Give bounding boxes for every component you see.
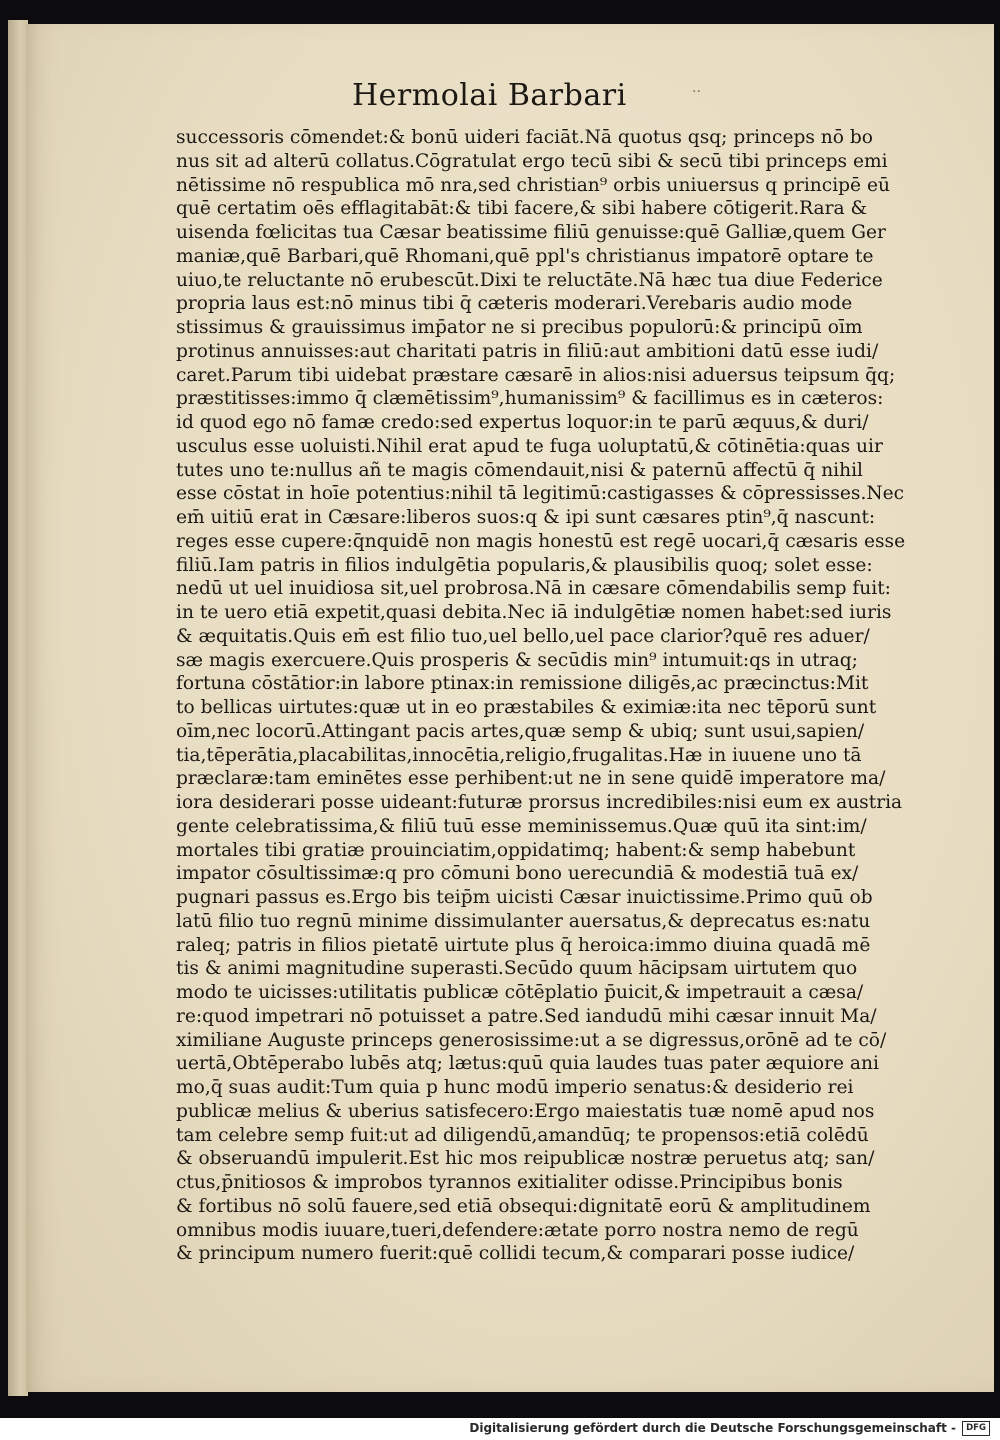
text-block — [176, 126, 934, 1266]
text-line: iora desiderari posse uideant:futuræ prorsus incredibiles:nisi eum ex austria — [176, 792, 903, 813]
text-line: successoris cōmendet:& bonū uideri faciāt.Nā quotus qsq; princeps nō bo — [176, 127, 873, 148]
text-line: sæ magis exercuere.Quis prosperis & secūdis min⁹ intumuit:qs in utraq; — [176, 649, 858, 671]
text-line: uiuo,te reluctante nō erubescūt.Dixi te reluctāte.Nā hæc tua diue Federice — [176, 269, 883, 291]
text-line: in te uero etiā expetit,quasi debita.Nec iā indulgētiæ nomen habet:sed iuris — [176, 602, 892, 623]
text-line: oīm,nec locorū.Attingant pacis artes,quæ semp & ubiq; sunt usui,sapien/ — [176, 720, 865, 742]
text-line: & fortibus nō solū fauere,sed etiā obsequi:dignitatē eorū & amplitudinem — [176, 1195, 871, 1217]
text-line: ctus,p̄nitiosos & improbos tyrannos exitialiter odisse.Principibus bonis — [176, 1172, 843, 1193]
text-line: stissimus & grauissimus imp̄ator ne si precibus populorū:& principū oīm — [176, 317, 863, 338]
text-line: mo,q̄ suas audit:Tum quia p hunc modū imperio senatus:& desiderio rei — [176, 1077, 854, 1098]
text-line: tam celebre semp fuit:ut ad diligendū,amandūq; te propensos:etiā colēdū — [176, 1124, 869, 1146]
text-line: caret.Parum tibi uidebat præstare cæsarē in alios:nisi aduersus teipsum q̄q; — [176, 364, 896, 386]
text-line: publicæ melius & uberius satisfecero:Ergo maiestatis tuæ nomē apud nos — [176, 1100, 875, 1122]
text-line: gente celebratissima,& filiū tuū esse meminissemus.Quæ quū ita sint:im/ — [176, 815, 867, 837]
text-line: præstitisses:immo q̄ clæmētissim⁹,humanissim⁹ & facillimus es in cæteros: — [176, 388, 884, 410]
text-line: nus sit ad alterū collatus.Cōgratulat ergo tecū sibi & secū tibi princeps emi — [176, 150, 888, 172]
text-line: nedū ut uel inuidiosa sit,uel probrosa.Nā in cæsare cōmendabilis semp fuit: — [176, 578, 891, 600]
text-line: maniæ,quē Barbari,quē Rhomani,quē ppl's christianus impatorē optare te — [176, 245, 874, 267]
text-line: propria laus est:nō minus tibi q̄ cæteris moderari.Verebaris audio mode — [176, 293, 853, 315]
text-line: uertā,Obtēperabo lubēs atq; lætus:quū quia laudes tuas pater æquiore ani — [176, 1053, 879, 1075]
text-line: filiū.Iam patris in filios indulgētia popularis,& plausibilis quoq; solet esse: — [176, 554, 873, 576]
text-line: pugnari passus es.Ergo bis teip̄m uicisti Cæsar inuictissime.Primo quū ob — [176, 887, 873, 908]
text-line: & principum numero fuerit:quē collidi tecum,& comparari posse iudice/ — [176, 1243, 855, 1265]
text-line: impator cōsultissimæ:q pro cōmuni bono uerecundiā & modestiā tuā ex/ — [176, 863, 859, 885]
text-line: nētissime nō respublica mō nra,sed christian⁹ orbis uniuersus q principē eū — [176, 174, 890, 196]
dfg-logo: DFG — [962, 1421, 990, 1436]
text-line: modo te uicisses:utilitatis publicæ cōtēplatio p̄uicit,& impetrauit a cæsa/ — [176, 982, 864, 1003]
footer-bar — [0, 1418, 1000, 1440]
text-line: re:quod impetrari nō potuisset a patre.Sed iandudū mihi cæsar innuit Ma/ — [176, 1005, 877, 1027]
text-line: latū filio tuo regnū minime dissimulanter auersatus,& deprecatus es:natu — [176, 910, 871, 932]
running-head: Hermolai Barbari — [352, 78, 627, 113]
text-line: & obseruandū impulerit.Est hic mos reipublicæ nostræ peruetus atq; san/ — [176, 1148, 875, 1170]
text-line: usculus esse uoluisti.Nihil erat apud te fuga uoluptatū,& cōtinētia:quas uir — [176, 435, 883, 457]
head-mark: ·· — [692, 84, 701, 100]
text-line: to bellicas uirtutes:quæ ut in eo præstabiles & eximiæ:ita nec tēporū sunt — [176, 697, 877, 718]
text-line: mortales tibi gratiæ prouinciatim,oppidatimq; habent:& semp habebunt — [176, 839, 856, 861]
text-line: protinus annuisses:aut charitati patris in filiū:aut ambitioni datū esse iudi/ — [176, 340, 879, 362]
text-line: uisenda fœlicitas tua Cæsar beatissime filiū genuisse:quē Galliæ,quem Ger — [176, 222, 886, 243]
text-line: quē certatim oēs efflagitabāt:& tibi facere,& sibi habere cōtigerit.Rara & — [176, 198, 868, 220]
text-line: em̄ uitiū erat in Cæsare:liberos suos:q & ipi sunt cæsares ptin⁹,q̄ nascunt: — [176, 507, 876, 528]
text-line: tis & animi magnitudine superasti.Secūdo quum hācipsam uirtutem quo — [176, 958, 858, 980]
text-line: fortuna cōstātior:in labore ptinax:in remissione diligēs,ac præcinctus:Mit — [176, 673, 869, 695]
text-line: reges esse cupere:q̄nquidē non magis honestū est regē uocari,q̄ cæsaris esse — [176, 530, 906, 552]
text-line: esse cōstat in hoīe potentius:nihil tā legitimū:castigasses & cōpressisses.Nec — [176, 483, 905, 505]
text-line: omnibus modis iuuare,tueri,defendere:ætate porro nostra nemo de regū — [176, 1219, 859, 1241]
text-line: ximiliane Auguste princeps generosissime:ut a se digressus,orōnē ad te cō/ — [176, 1029, 887, 1051]
page-edge — [8, 20, 28, 1396]
text-line: raleq; patris in filios pietatē uirtute plus q̄ heroica:immo diuina quadā mē — [176, 934, 871, 956]
text-line: & æquitatis.Quis em̄ est filio tuo,uel bello,uel pace clarior?quē res aduer/ — [176, 625, 870, 647]
text-line: præclaræ:tam eminētes esse perhibent:ut ne in sene quidē imperatore ma/ — [176, 768, 886, 790]
text-line: tia,tēperātia,placabilitas,innocētia,religio,frugalitas.Hæ in iuuene uno tā — [176, 744, 862, 766]
text-line: id quod ego nō famæ credo:sed expertus loquor:in te parū æquus,& duri/ — [176, 412, 869, 433]
footer-credit: Digitalisierung gefördert durch die Deutsche Forschungsgemeinschaft - — [469, 1421, 956, 1435]
text-line: tutes uno te:nullus añ te magis cōmendauit,nisi & paternū affectū q̄ nihil — [176, 459, 863, 481]
